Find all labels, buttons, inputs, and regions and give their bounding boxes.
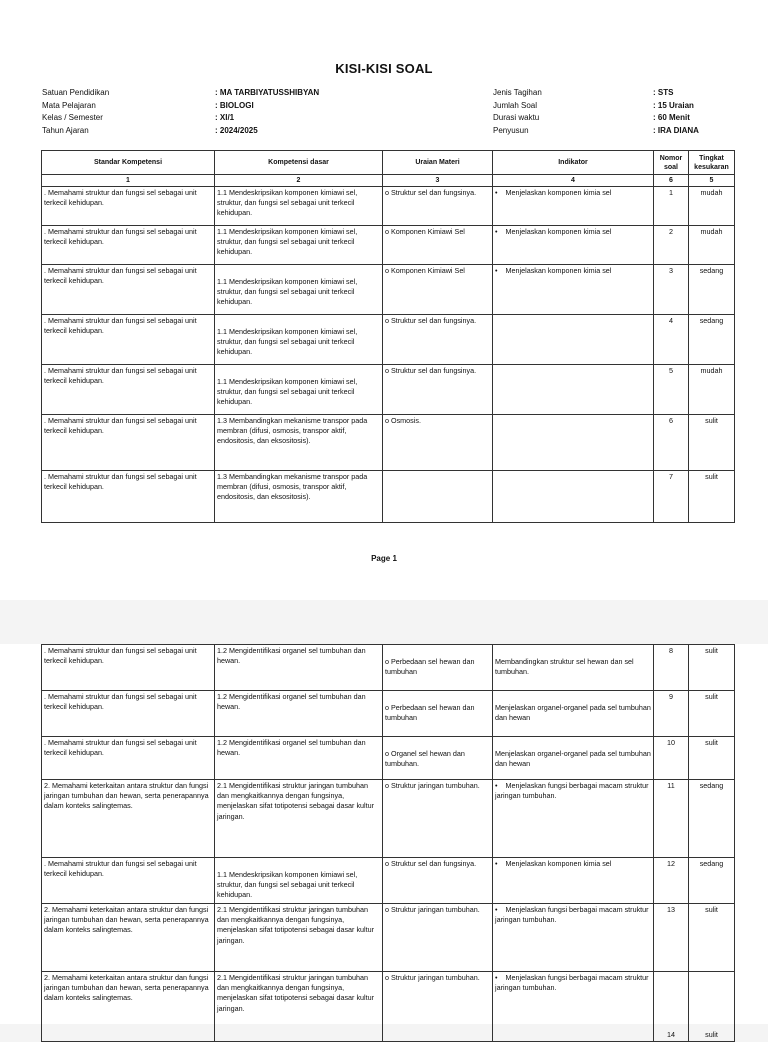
table-row <box>42 645 735 691</box>
cell-ind <box>493 265 654 315</box>
cell-no: 8 <box>654 645 689 691</box>
cell-level: sedang <box>689 265 735 315</box>
cell-ind <box>493 858 654 904</box>
cell-spacer <box>495 646 651 657</box>
cell-ind <box>493 187 654 226</box>
cell-um <box>383 904 493 972</box>
cell-level: sedang <box>689 780 735 858</box>
cell-spacer <box>385 646 490 657</box>
table-row <box>42 737 735 780</box>
cell-um-text: o Organel sel hewan dan tumbuhan. <box>385 749 465 768</box>
meta-left <box>42 87 462 137</box>
meta-row <box>493 112 753 125</box>
col-number: 6 <box>654 175 689 187</box>
meta-label: Penyusun <box>493 125 529 135</box>
table-row <box>42 415 735 471</box>
cell-um <box>383 691 493 737</box>
meta-label: Jenis Tagihan <box>493 88 542 97</box>
cell-ind-text: • Menjelaskan komponen kimia sel <box>495 188 611 197</box>
kisi-table-page-1 <box>41 150 735 523</box>
cell-level: mudah <box>689 365 735 415</box>
col-number: 1 <box>42 175 215 187</box>
cell-spacer <box>217 266 380 277</box>
cell-um-text: o Perbedaan sel hewan dan tumbuhan <box>385 657 475 676</box>
cell-level: mudah <box>689 226 735 265</box>
table-row <box>42 187 735 226</box>
cell-sk: . Memahami struktur dan fungsi sel sebagai unit terkecil kehidupan. <box>42 737 215 780</box>
cell-level: sedang <box>689 858 735 904</box>
header-uraian-materi: Uraian Materi <box>383 151 493 175</box>
cell-um <box>383 858 493 904</box>
col-number: 2 <box>215 175 383 187</box>
header-tingkat-kesukaran: Tingkat kesukaran <box>689 151 735 175</box>
cell-kd: 1.3 Membandingkan mekanisme transpor pada membran (difusi, osmosis, transpor aktif, endositosis, dan eksositosis). <box>215 471 383 523</box>
table-row <box>42 265 735 315</box>
cell-sk: . Memahami struktur dan fungsi sel sebagai unit terkecil kehidupan. <box>42 645 215 691</box>
cell-um <box>383 780 493 858</box>
cell-um-text: o Struktur sel dan fungsinya. <box>385 366 476 375</box>
cell-kd-text: 1.1 Mendeskripsikan komponen kimiawi sel, struktur, dan fungsi sel sebagai unit terkecil kehidupan. <box>217 327 358 357</box>
cell-ind-text: • Menjelaskan komponen kimia sel <box>495 227 611 236</box>
cell-um <box>383 415 493 471</box>
cell-ind <box>493 904 654 972</box>
meta-label: Satuan Pendidikan <box>42 88 110 97</box>
meta-right <box>493 87 753 137</box>
meta-label: Jumlah Soal <box>493 100 538 110</box>
cell-level: sulit <box>689 972 735 1042</box>
meta-value: : IRA DIANA <box>653 125 699 135</box>
meta-row <box>42 125 462 138</box>
header-standar-kompetensi: Standar Kompetensi <box>42 151 215 175</box>
meta-value: : BIOLOGI <box>215 100 254 110</box>
table-row <box>42 471 735 523</box>
cell-ind <box>493 691 654 737</box>
cell-ind <box>493 226 654 265</box>
cell-um <box>383 737 493 780</box>
table-header-row <box>42 151 735 175</box>
cell-um <box>383 471 493 523</box>
cell-no: 1 <box>654 187 689 226</box>
cell-ind-text: • Menjelaskan fungsi berbagai macam struktur jaringan tumbuhan. <box>495 905 649 924</box>
cell-um <box>383 315 493 365</box>
column-number-row <box>42 175 735 187</box>
cell-no: 4 <box>654 315 689 365</box>
cell-ind <box>493 972 654 1042</box>
cell-level: sulit <box>689 471 735 523</box>
cell-spacer <box>495 738 651 749</box>
kisi-table-page-2 <box>41 644 735 1042</box>
cell-ind-text: Menjelaskan organel-organel pada sel tumbuhan dan hewan <box>495 749 651 769</box>
cell-sk: . Memahami struktur dan fungsi sel sebagai unit terkecil kehidupan. <box>42 691 215 737</box>
header-indikator: Indikator <box>493 151 654 175</box>
cell-kd: 1.2 Mengidentifikasi organel sel tumbuhan dan hewan. <box>215 737 383 780</box>
cell-ind <box>493 737 654 780</box>
cell-level: sulit <box>689 904 735 972</box>
cell-spacer <box>217 859 380 870</box>
meta-row <box>42 112 462 125</box>
meta-value: : 2024/2025 <box>215 125 258 135</box>
cell-sk: . Memahami struktur dan fungsi sel sebagai unit terkecil kehidupan. <box>42 226 215 265</box>
meta-label: Tahun Ajaran <box>42 125 89 135</box>
meta-value: : 15 Uraian <box>653 100 694 110</box>
cell-level: mudah <box>689 187 735 226</box>
table-row <box>42 691 735 737</box>
cell-ind <box>493 645 654 691</box>
meta-value: : STS <box>653 88 674 97</box>
cell-no: 5 <box>654 365 689 415</box>
cell-um-text: o Struktur jaringan tumbuhan. <box>385 781 480 790</box>
cell-sk: 2. Memahami keterkaitan antara struktur dan fungsi jaringan tumbuhan dan hewan, serta penerapannya dalam konteks salingtemas. <box>42 904 215 972</box>
table-row <box>42 904 735 972</box>
cell-level: sulit <box>689 737 735 780</box>
cell-no: 12 <box>654 858 689 904</box>
cell-kd: 1.1 Mendeskripsikan komponen kimiawi sel, struktur, dan fungsi sel sebagai unit terkecil kehidupan. <box>215 187 383 226</box>
cell-um <box>383 187 493 226</box>
cell-kd: 1.2 Mengidentifikasi organel sel tumbuhan dan hewan. <box>215 645 383 691</box>
cell-kd: 1.3 Membandingkan mekanisme transpor pada membran (difusi, osmosis, transpor aktif, endositosis, dan eksositosis). <box>215 415 383 471</box>
col-number: 3 <box>383 175 493 187</box>
cell-um-text: o Perbedaan sel hewan dan tumbuhan <box>385 703 475 722</box>
cell-ind-text: • Menjelaskan fungsi berbagai macam struktur jaringan tumbuhan. <box>495 781 649 800</box>
meta-row <box>493 125 753 138</box>
table-row <box>42 315 735 365</box>
cell-no: 14 <box>654 972 689 1042</box>
cell-kd-text: 1.1 Mendeskripsikan komponen kimiawi sel, struktur, dan fungsi sel sebagai unit terkecil kehidupan. <box>217 277 358 307</box>
cell-spacer <box>217 366 380 377</box>
cell-no: 13 <box>654 904 689 972</box>
cell-um-text: o Struktur jaringan tumbuhan. <box>385 905 480 914</box>
cell-spacer <box>217 316 380 327</box>
meta-row <box>493 87 753 100</box>
cell-ind <box>493 471 654 523</box>
cell-no: 3 <box>654 265 689 315</box>
cell-sk: . Memahami struktur dan fungsi sel sebagai unit terkecil kehidupan. <box>42 187 215 226</box>
cell-um-text: o Struktur sel dan fungsinya. <box>385 188 476 197</box>
header-nomor-soal: Nomor soal <box>654 151 689 175</box>
cell-ind <box>493 365 654 415</box>
cell-no: 6 <box>654 415 689 471</box>
cell-ind <box>493 315 654 365</box>
cell-um-text: o Komponen Kimiawi Sel <box>385 266 465 275</box>
table-row <box>42 365 735 415</box>
meta-value: : XI/1 <box>215 113 235 123</box>
cell-ind-text: • Menjelaskan komponen kimia sel <box>495 859 611 868</box>
table-row <box>42 226 735 265</box>
cell-sk: . Memahami struktur dan fungsi sel sebagai unit terkecil kehidupan. <box>42 265 215 315</box>
meta-value: : MA TARBIYATUSSHIBYAN <box>215 88 320 97</box>
cell-no: 9 <box>654 691 689 737</box>
cell-kd: 2.1 Mengidentifikasi struktur jaringan tumbuhan dan mengkaitkannya dengan fungsinya, menjelaskan sifat totipotensi sebagai dasar kultur jaringan. <box>215 904 383 972</box>
cell-ind <box>493 780 654 858</box>
cell-um-text: o Osmosis. <box>385 416 421 425</box>
col-number: 4 <box>493 175 654 187</box>
cell-ind-text: Membandingkan struktur sel hewan dan sel tumbuhan. <box>495 657 634 677</box>
meta-value: : 60 Menit <box>653 113 690 123</box>
meta-label: Mata Pelajaran <box>42 100 96 110</box>
meta-row <box>42 87 462 100</box>
cell-um <box>383 365 493 415</box>
cell-um <box>383 645 493 691</box>
cell-no: 10 <box>654 737 689 780</box>
cell-ind-text: Menjelaskan organel-organel pada sel tumbuhan dan hewan <box>495 703 651 723</box>
cell-sk: 2. Memahami keterkaitan antara struktur dan fungsi jaringan tumbuhan dan hewan, serta penerapannya dalam konteks salingtemas. <box>42 972 215 1042</box>
table-row <box>42 858 735 904</box>
cell-sk: . Memahami struktur dan fungsi sel sebagai unit terkecil kehidupan. <box>42 315 215 365</box>
cell-level: sulit <box>689 415 735 471</box>
cell-kd: 2.1 Mengidentifikasi struktur jaringan tumbuhan dan mengkaitkannya dengan fungsinya, menjelaskan sifat totipotensi sebagai dasar kultur jaringan. <box>215 972 383 1042</box>
col-number: 5 <box>689 175 735 187</box>
cell-sk: . Memahami struktur dan fungsi sel sebagai unit terkecil kehidupan. <box>42 365 215 415</box>
cell-kd: 1.2 Mengidentifikasi organel sel tumbuhan dan hewan. <box>215 691 383 737</box>
meta-row <box>42 100 462 113</box>
cell-sk: 2. Memahami keterkaitan antara struktur dan fungsi jaringan tumbuhan dan hewan, serta penerapannya dalam konteks salingtemas. <box>42 780 215 858</box>
cell-sk: . Memahami struktur dan fungsi sel sebagai unit terkecil kehidupan. <box>42 471 215 523</box>
meta-label: Durasi waktu <box>493 113 540 123</box>
cell-spacer <box>385 692 490 703</box>
table-row <box>42 972 735 1042</box>
document-page-2 <box>0 644 768 1039</box>
cell-level: sulit <box>689 645 735 691</box>
cell-um-text: o Struktur jaringan tumbuhan. <box>385 973 480 982</box>
cell-ind-text: • Menjelaskan fungsi berbagai macam struktur jaringan tumbuhan. <box>495 973 649 992</box>
cell-sk: . Memahami struktur dan fungsi sel sebagai unit terkecil kehidupan. <box>42 858 215 904</box>
cell-um <box>383 265 493 315</box>
cell-no: 2 <box>654 226 689 265</box>
cell-um <box>383 226 493 265</box>
cell-kd <box>215 265 383 315</box>
cell-level: sedang <box>689 315 735 365</box>
cell-sk: . Memahami struktur dan fungsi sel sebagai unit terkecil kehidupan. <box>42 415 215 471</box>
cell-ind <box>493 415 654 471</box>
cell-kd-text: 1.1 Mendeskripsikan komponen kimiawi sel, struktur, dan fungsi sel sebagai unit terkecil kehidupan. <box>217 377 358 407</box>
cell-um-text: o Komponen Kimiawi Sel <box>385 227 465 236</box>
document-title: KISI-KISI SOAL <box>335 61 433 76</box>
cell-um-text: o Struktur sel dan fungsinya. <box>385 316 476 325</box>
meta-row <box>493 100 753 113</box>
cell-kd <box>215 365 383 415</box>
cell-spacer <box>495 692 651 703</box>
cell-spacer <box>385 738 490 749</box>
cell-kd <box>215 315 383 365</box>
header-kompetensi-dasar: Kompetensi dasar <box>215 151 383 175</box>
cell-kd <box>215 858 383 904</box>
cell-kd: 1.1 Mendeskripsikan komponen kimiawi sel, struktur, dan fungsi sel sebagai unit terkecil kehidupan. <box>215 226 383 265</box>
cell-ind-text: • Menjelaskan komponen kimia sel <box>495 266 611 275</box>
cell-level: sulit <box>689 691 735 737</box>
cell-no: 11 <box>654 780 689 858</box>
cell-um-text: o Struktur sel dan fungsinya. <box>385 859 476 868</box>
cell-kd: 2.1 Mengidentifikasi struktur jaringan tumbuhan dan mengkaitkannya dengan fungsinya, menjelaskan sifat totipotensi sebagai dasar kultur jaringan. <box>215 780 383 858</box>
cell-no: 7 <box>654 471 689 523</box>
meta-label: Kelas / Semester <box>42 113 103 123</box>
cell-um <box>383 972 493 1042</box>
page-number: Page 1 <box>371 554 397 563</box>
table-row <box>42 780 735 858</box>
cell-kd-text: 1.1 Mendeskripsikan komponen kimiawi sel, struktur, dan fungsi sel sebagai unit terkecil kehidupan. <box>217 870 358 900</box>
